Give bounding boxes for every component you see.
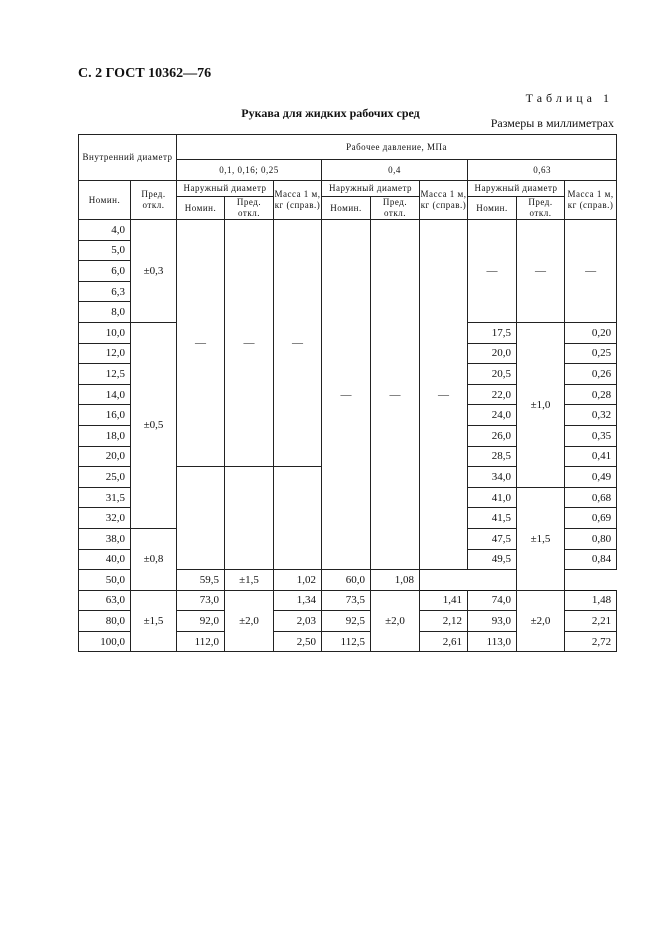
inner-diameter-cell: 32,0 xyxy=(79,508,131,529)
outer-diameter-cell: 73,0 xyxy=(177,590,225,611)
mass-cell: 0,25 xyxy=(565,343,617,364)
units-note: Размеры в миллиметрах xyxy=(490,116,614,130)
table-title: Рукава для жидких рабочих сред xyxy=(241,106,420,120)
outer-diameter-cell: 28,5 xyxy=(468,446,517,467)
dash-cell: — xyxy=(177,220,225,467)
inner-diameter-cell: 4,0 xyxy=(79,220,131,241)
mass-cell: 2,12 xyxy=(420,611,468,632)
outer-diameter-cell: 49,5 xyxy=(468,549,517,570)
header-mass-1: Масса 1 м, кг (справ.) xyxy=(274,181,322,220)
header-mass-3: Масса 1 м, кг (справ.) xyxy=(565,181,617,220)
inner-diameter-cell: 16,0 xyxy=(79,405,131,426)
outer-diameter-cell: 60,0 xyxy=(322,570,371,591)
inner-diameter-cell: 25,0 xyxy=(79,467,131,488)
tolerance-cell: ±0,5 xyxy=(131,322,177,528)
mass-cell: 1,34 xyxy=(274,590,322,611)
header-nominal-3: Номин. xyxy=(468,197,517,220)
tolerance-cell: ±2,0 xyxy=(225,590,274,652)
mass-cell: 2,50 xyxy=(274,631,322,652)
header-pressure-1: 0,1, 0,16; 0,25 xyxy=(177,160,322,181)
header-tolerance: Пред. откл. xyxy=(131,181,177,220)
blank-cell xyxy=(225,467,274,570)
header-tolerance-2: Пред. откл. xyxy=(371,197,420,220)
mass-cell: 0,68 xyxy=(565,487,617,508)
inner-diameter-cell: 12,0 xyxy=(79,343,131,364)
inner-diameter-cell: 63,0 xyxy=(79,590,131,611)
outer-diameter-cell: 34,0 xyxy=(468,467,517,488)
header-tolerance-1: Пред. откл. xyxy=(225,197,274,220)
hose-dimensions-table xyxy=(78,134,617,652)
mass-cell: 2,72 xyxy=(565,631,617,652)
inner-diameter-cell: 50,0 xyxy=(79,570,131,591)
mass-cell: 0,84 xyxy=(565,549,617,570)
header-nominal: Номин. xyxy=(79,181,131,220)
outer-diameter-cell: 47,5 xyxy=(468,528,517,549)
tolerance-cell: ±1,5 xyxy=(517,487,565,590)
mass-cell: 0,41 xyxy=(565,446,617,467)
tolerance-cell: ±1,5 xyxy=(131,590,177,652)
outer-diameter-cell: 26,0 xyxy=(468,425,517,446)
dash-cell: — xyxy=(517,220,565,323)
inner-diameter-cell: 14,0 xyxy=(79,384,131,405)
mass-cell: 2,61 xyxy=(420,631,468,652)
mass-cell: 0,35 xyxy=(565,425,617,446)
inner-diameter-cell: 6,0 xyxy=(79,261,131,282)
table-row xyxy=(79,590,617,611)
inner-diameter-cell: 80,0 xyxy=(79,611,131,632)
inner-diameter-cell: 10,0 xyxy=(79,322,131,343)
mass-cell: 2,03 xyxy=(274,611,322,632)
inner-diameter-cell: 6,3 xyxy=(79,281,131,302)
blank-cell xyxy=(177,467,225,570)
mass-cell: 0,28 xyxy=(565,384,617,405)
outer-diameter-cell: 113,0 xyxy=(468,631,517,652)
outer-diameter-cell: 92,5 xyxy=(322,611,371,632)
tolerance-cell: ±2,0 xyxy=(371,590,420,652)
header-outer-diameter-1: Наружный диаметр xyxy=(177,181,274,197)
mass-cell: 1,41 xyxy=(420,590,468,611)
outer-diameter-cell: 24,0 xyxy=(468,405,517,426)
outer-diameter-cell: 59,5 xyxy=(177,570,225,591)
mass-cell: 0,69 xyxy=(565,508,617,529)
header-working-pressure: Рабочее давление, МПа xyxy=(177,135,617,160)
outer-diameter-cell: 17,5 xyxy=(468,322,517,343)
inner-diameter-cell: 8,0 xyxy=(79,302,131,323)
tolerance-cell: ±0,3 xyxy=(131,220,177,323)
header-nominal-1: Номин. xyxy=(177,197,225,220)
inner-diameter-cell: 31,5 xyxy=(79,487,131,508)
outer-diameter-cell: 20,5 xyxy=(468,364,517,385)
blank-cell xyxy=(274,467,322,570)
header-pressure-3: 0,63 xyxy=(468,160,617,181)
inner-diameter-cell: 40,0 xyxy=(79,549,131,570)
outer-diameter-cell: 20,0 xyxy=(468,343,517,364)
tolerance-cell: ±1,5 xyxy=(225,570,274,591)
dash-cell: — xyxy=(420,220,468,570)
mass-cell: 2,21 xyxy=(565,611,617,632)
dash-cell: — xyxy=(371,220,420,570)
table-row xyxy=(79,220,617,241)
header-pressure-2: 0,4 xyxy=(322,160,468,181)
mass-cell: 0,26 xyxy=(565,364,617,385)
header-tolerance-3: Пред. откл. xyxy=(517,197,565,220)
page-header: С. 2 ГОСТ 10362—76 xyxy=(78,66,212,81)
header-outer-diameter-3: Наружный диаметр xyxy=(468,181,565,197)
outer-diameter-cell: 93,0 xyxy=(468,611,517,632)
dash-cell: — xyxy=(225,220,274,467)
header-inner-diameter: Внутренний диаметр xyxy=(79,135,177,181)
mass-cell: 0,80 xyxy=(565,528,617,549)
header-outer-diameter-2: Наружный диаметр xyxy=(322,181,420,197)
tolerance-cell: ±1,0 xyxy=(517,322,565,487)
inner-diameter-cell: 20,0 xyxy=(79,446,131,467)
mass-cell: 0,32 xyxy=(565,405,617,426)
outer-diameter-cell: 73,5 xyxy=(322,590,371,611)
dash-cell: — xyxy=(565,220,617,323)
mass-cell: 0,49 xyxy=(565,467,617,488)
inner-diameter-cell: 12,5 xyxy=(79,364,131,385)
outer-diameter-cell: 112,0 xyxy=(177,631,225,652)
outer-diameter-cell: 22,0 xyxy=(468,384,517,405)
outer-diameter-cell: 112,5 xyxy=(322,631,371,652)
mass-cell: 1,48 xyxy=(565,590,617,611)
mass-cell: 1,02 xyxy=(274,570,322,591)
inner-diameter-cell: 100,0 xyxy=(79,631,131,652)
outer-diameter-cell: 74,0 xyxy=(468,590,517,611)
outer-diameter-cell: 92,0 xyxy=(177,611,225,632)
inner-diameter-cell: 38,0 xyxy=(79,528,131,549)
header-mass-2: Масса 1 м, кг (справ.) xyxy=(420,181,468,220)
outer-diameter-cell: 41,0 xyxy=(468,487,517,508)
mass-cell: 0,20 xyxy=(565,322,617,343)
inner-diameter-cell: 18,0 xyxy=(79,425,131,446)
mass-cell: 1,08 xyxy=(371,570,420,591)
dash-cell: — xyxy=(322,220,371,570)
dash-cell: — xyxy=(274,220,322,467)
table-number: Таблица 1 xyxy=(525,91,613,105)
tolerance-cell: ±0,8 xyxy=(131,528,177,590)
inner-diameter-cell: 5,0 xyxy=(79,240,131,261)
header-nominal-2: Номин. xyxy=(322,197,371,220)
outer-diameter-cell: 41,5 xyxy=(468,508,517,529)
tolerance-cell: ±2,0 xyxy=(517,590,565,652)
dash-cell: — xyxy=(468,220,517,323)
